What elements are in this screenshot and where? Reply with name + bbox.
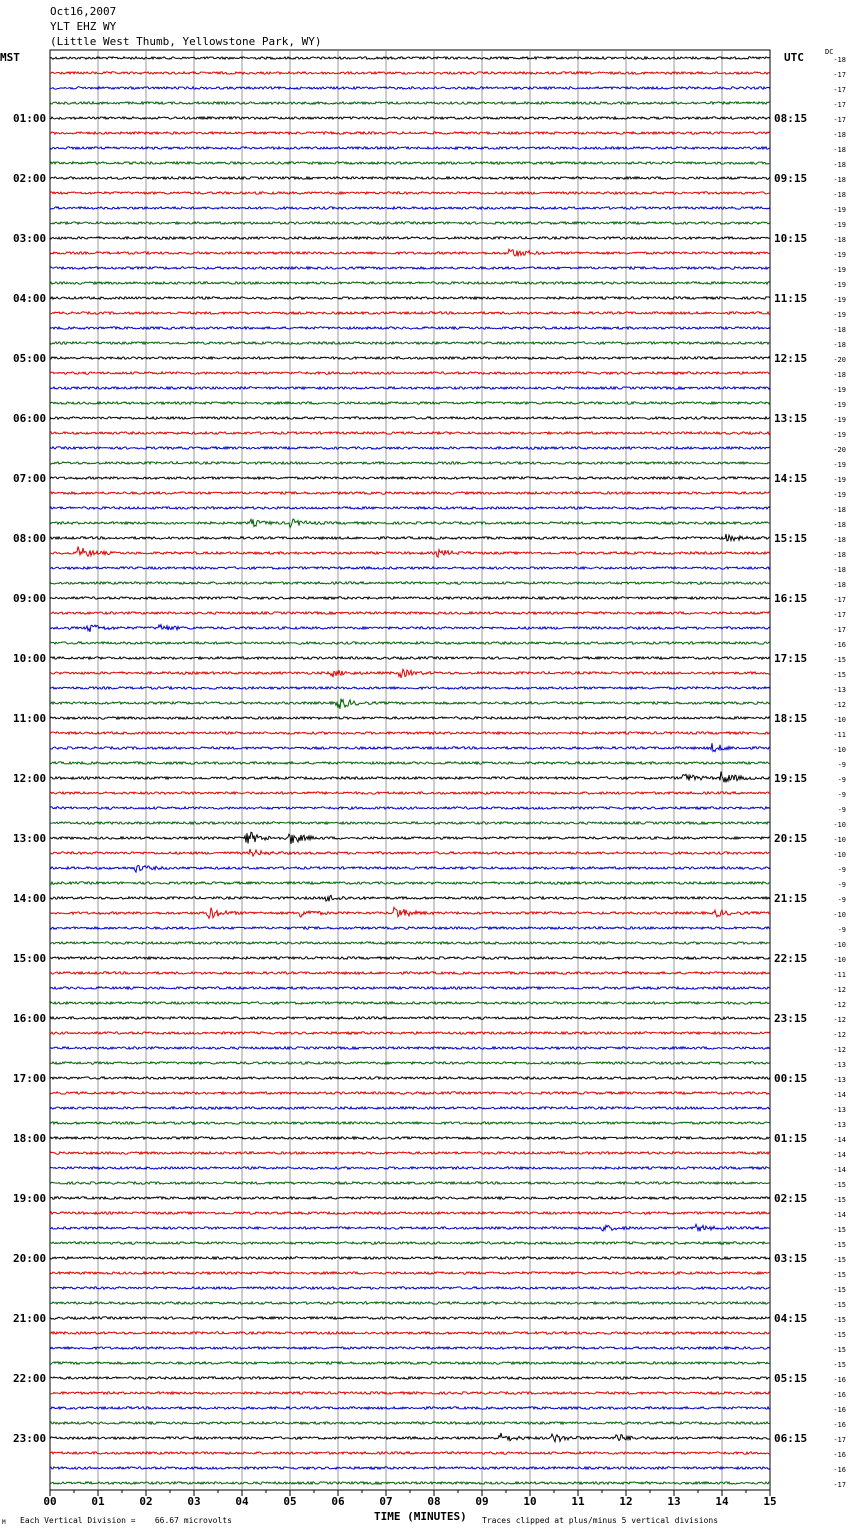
dc-offset-label: -19: [833, 221, 846, 229]
hour-label-mst: 02:00: [13, 172, 47, 185]
dc-offset-label: -18: [833, 131, 846, 139]
dc-offset-label: -13: [833, 1121, 846, 1129]
seismic-trace: [50, 642, 770, 644]
dc-offset-label: -16: [833, 1376, 846, 1384]
x-tick-label: 13: [667, 1495, 681, 1508]
dc-offset-label: -19: [833, 491, 846, 499]
dc-offset-label: -12: [833, 986, 846, 994]
seismic-trace: [50, 762, 770, 764]
hour-label-mst: 03:00: [13, 232, 47, 245]
dc-offset-label: -11: [833, 971, 846, 979]
seismic-trace: [50, 162, 770, 164]
seismic-trace: [50, 1032, 770, 1034]
dc-offset-label: -15: [833, 1181, 846, 1189]
dc-offset-label: -15: [833, 1361, 846, 1369]
seismic-trace: [50, 1077, 770, 1079]
seismic-trace: [50, 1377, 770, 1379]
seismic-trace: [50, 1317, 770, 1319]
dc-offset-label: -10: [833, 716, 846, 724]
seismic-trace: [50, 1422, 770, 1424]
hour-label-mst: 15:00: [13, 952, 47, 965]
dc-offset-label: -19: [833, 461, 846, 469]
hour-label-utc: 02:15: [774, 1192, 808, 1205]
dc-offset-label: -16: [833, 1391, 846, 1399]
dc-offset-label: -19: [833, 296, 846, 304]
hour-label-mst: 06:00: [13, 412, 47, 425]
dc-offset-label: -12: [833, 1031, 846, 1039]
hour-label-utc: 01:15: [774, 1132, 808, 1145]
dc-offset-label: -9: [837, 806, 846, 814]
dc-offset-label: -14: [833, 1151, 846, 1159]
dc-offset-label: -15: [833, 1346, 846, 1354]
dc-offset-label: -17: [833, 1436, 846, 1444]
seismic-trace: [50, 1122, 770, 1124]
seismic-trace: [50, 1482, 770, 1484]
dc-offset-label: -17: [833, 611, 846, 619]
hour-label-utc: 23:15: [774, 1012, 808, 1025]
station-code: YLT EHZ WY: [50, 20, 117, 33]
seismic-trace: [50, 297, 770, 299]
seismic-trace: [50, 582, 770, 584]
clip-note: Traces clipped at plus/minus 5 vertical divisions: [482, 1516, 719, 1525]
dc-offset-label: -9: [837, 926, 846, 934]
seismic-trace: [50, 534, 770, 541]
seismic-trace: [50, 1107, 770, 1109]
seismic-trace: [50, 1332, 770, 1334]
dc-offset-label: -17: [833, 101, 846, 109]
seismic-trace: [50, 972, 770, 974]
seismic-trace: [50, 312, 770, 314]
dc-offset-label: -18: [833, 536, 846, 544]
seismic-trace: [50, 657, 770, 659]
seismic-trace: [50, 807, 770, 809]
x-tick-label: 15: [763, 1495, 777, 1508]
seismic-trace: [50, 1167, 770, 1169]
dc-offset-label: -9: [837, 881, 846, 889]
hour-label-utc: 11:15: [774, 292, 808, 305]
dc-offset-label: -16: [833, 1406, 846, 1414]
seismic-trace: [50, 895, 770, 901]
x-tick-label: 12: [619, 1495, 633, 1508]
seismic-trace: [50, 237, 770, 239]
dc-offset-label: -13: [833, 1061, 846, 1069]
dc-offset-label: -17: [833, 71, 846, 79]
seismic-trace: [50, 249, 770, 256]
dc-offset-label: -14: [833, 1136, 846, 1144]
x-axis-title: TIME (MINUTES): [374, 1510, 467, 1523]
dc-offset-label: -17: [833, 626, 846, 634]
hour-label-utc: 03:15: [774, 1252, 808, 1265]
seismic-trace: [50, 832, 770, 844]
dc-offset-label: -15: [833, 1226, 846, 1234]
dc-header: DC: [825, 48, 834, 56]
dc-offset-label: -13: [833, 1076, 846, 1084]
dc-offset-label: -19: [833, 386, 846, 394]
seismic-trace: [50, 207, 770, 209]
seismic-trace: [50, 1002, 770, 1004]
dc-offset-label: -18: [833, 56, 846, 64]
seismic-trace: [50, 1092, 770, 1094]
dc-offset-label: -19: [833, 401, 846, 409]
seismic-trace: [50, 547, 770, 558]
seismic-trace: [50, 507, 770, 509]
dc-offset-label: -17: [833, 596, 846, 604]
x-tick-label: 06: [331, 1495, 345, 1508]
dc-offset-label: -15: [833, 1331, 846, 1339]
dc-offset-label: -10: [833, 941, 846, 949]
seismic-trace: [50, 717, 770, 719]
seismic-trace: [50, 1152, 770, 1154]
hour-label-mst: 16:00: [13, 1012, 47, 1025]
hour-label-utc: 22:15: [774, 952, 808, 965]
dc-offset-label: -18: [833, 161, 846, 169]
seismic-trace: [50, 1272, 770, 1274]
seismic-trace: [50, 342, 770, 344]
x-tick-label: 14: [715, 1495, 729, 1508]
hour-label-mst: 20:00: [13, 1252, 47, 1265]
seismic-trace: [50, 1224, 770, 1231]
hour-label-mst: 22:00: [13, 1372, 47, 1385]
dc-offset-label: -10: [833, 821, 846, 829]
seismic-trace: [50, 117, 770, 119]
seismic-trace: [50, 1407, 770, 1409]
dc-offset-label: -19: [833, 251, 846, 259]
hour-label-mst: 08:00: [13, 532, 47, 545]
seismic-trace: [50, 387, 770, 389]
seismic-trace: [50, 372, 770, 374]
dc-offset-label: -14: [833, 1211, 846, 1219]
dc-offset-label: -12: [833, 1016, 846, 1024]
seismic-trace: [50, 743, 770, 751]
seismic-trace: [50, 732, 770, 734]
hour-label-mst: 07:00: [13, 472, 47, 485]
dc-offset-label: -17: [833, 1481, 846, 1489]
x-tick-label: 11: [571, 1495, 585, 1508]
dc-offset-label: -15: [833, 1301, 846, 1309]
seismic-trace: [50, 1212, 770, 1214]
hour-label-utc: 12:15: [774, 352, 808, 365]
hour-label-utc: 09:15: [774, 172, 808, 185]
hour-label-utc: 14:15: [774, 472, 808, 485]
hour-label-mst: 04:00: [13, 292, 47, 305]
seismic-trace: [50, 699, 770, 709]
seismic-trace: [50, 567, 770, 569]
dc-offset-label: -19: [833, 416, 846, 424]
dc-offset-label: -14: [833, 1166, 846, 1174]
x-tick-label: 05: [283, 1495, 297, 1508]
dc-offset-label: -9: [837, 776, 846, 784]
dc-offset-label: -9: [837, 791, 846, 799]
seismic-trace: [50, 267, 770, 269]
hour-label-mst: 23:00: [13, 1432, 47, 1445]
hour-label-mst: 01:00: [13, 112, 47, 125]
x-tick-label: 10: [523, 1495, 537, 1508]
dc-offset-label: -15: [833, 1241, 846, 1249]
seismic-trace: [50, 132, 770, 134]
station-location: (Little West Thumb, Yellowstone Park, WY): [50, 35, 322, 48]
dc-offset-label: -16: [833, 1451, 846, 1459]
seismic-trace: [50, 282, 770, 284]
hour-label-utc: 04:15: [774, 1312, 808, 1325]
seismic-trace: [50, 1197, 770, 1199]
x-tick-label: 09: [475, 1495, 489, 1508]
hour-label-mst: 10:00: [13, 652, 47, 665]
hour-label-mst: 19:00: [13, 1192, 47, 1205]
x-tick-label: 03: [187, 1495, 201, 1508]
seismic-trace: [50, 57, 770, 59]
seismic-trace: [50, 492, 770, 494]
seismic-trace: [50, 1017, 770, 1019]
hour-label-mst: 14:00: [13, 892, 47, 905]
dc-offset-label: -18: [833, 581, 846, 589]
x-tick-label: 02: [139, 1495, 153, 1508]
seismic-trace: [50, 402, 770, 404]
dc-offset-label: -12: [833, 1001, 846, 1009]
dc-offset-label: -18: [833, 326, 846, 334]
dc-offset-label: -13: [833, 686, 846, 694]
dc-offset-label: -19: [833, 311, 846, 319]
dc-offset-label: -18: [833, 176, 846, 184]
seismic-trace: [50, 927, 770, 929]
hour-label-utc: 08:15: [774, 112, 808, 125]
seismic-trace: [50, 1452, 770, 1454]
hour-label-mst: 21:00: [13, 1312, 47, 1325]
seismic-trace: [50, 327, 770, 329]
seismic-trace: [50, 1287, 770, 1289]
hour-label-mst: 09:00: [13, 592, 47, 605]
seismic-trace: [50, 102, 770, 104]
dc-offset-label: -15: [833, 1316, 846, 1324]
seismic-trace: [50, 625, 770, 632]
dc-offset-label: -18: [833, 506, 846, 514]
dc-offset-label: -9: [837, 896, 846, 904]
hour-label-mst: 17:00: [13, 1072, 47, 1085]
hour-label-utc: 18:15: [774, 712, 808, 725]
seismic-trace: [50, 1062, 770, 1064]
seismic-trace: [50, 519, 770, 528]
x-tick-label: 08: [427, 1495, 441, 1508]
seismic-trace: [50, 822, 770, 824]
dc-offset-label: -15: [833, 671, 846, 679]
seismic-trace: [50, 1433, 770, 1442]
dc-offset-label: -18: [833, 341, 846, 349]
hour-label-utc: 16:15: [774, 592, 808, 605]
seismic-trace: [50, 942, 770, 944]
dc-offset-label: -18: [833, 191, 846, 199]
hour-label-utc: 06:15: [774, 1432, 808, 1445]
dc-offset-label: -9: [837, 866, 846, 874]
dc-offset-label: -16: [833, 641, 846, 649]
seismic-trace: [50, 417, 770, 419]
seismic-trace: [50, 1302, 770, 1304]
x-tick-label: 04: [235, 1495, 249, 1508]
seismic-trace: [50, 1137, 770, 1139]
dc-offset-label: -15: [833, 1286, 846, 1294]
dc-offset-label: -10: [833, 851, 846, 859]
dc-offset-label: -18: [833, 551, 846, 559]
dc-offset-label: -13: [833, 1106, 846, 1114]
seismic-trace: [50, 1182, 770, 1184]
seismic-trace: [50, 462, 770, 464]
hour-label-utc: 17:15: [774, 652, 808, 665]
hour-label-utc: 15:15: [774, 532, 808, 545]
hour-label-utc: 20:15: [774, 832, 808, 845]
dc-offset-label: -12: [833, 1046, 846, 1054]
seismic-trace: [50, 669, 770, 678]
seismic-trace: [50, 1347, 770, 1349]
seismic-trace: [50, 357, 770, 359]
hour-label-mst: 18:00: [13, 1132, 47, 1145]
seismic-trace: [50, 1047, 770, 1049]
x-tick-label: 01: [91, 1495, 105, 1508]
corner-mark: M: [2, 1519, 6, 1526]
dc-offset-label: -18: [833, 566, 846, 574]
dc-offset-label: -15: [833, 656, 846, 664]
seismic-trace: [50, 447, 770, 449]
dc-offset-label: -18: [833, 146, 846, 154]
seismic-trace: [50, 1467, 770, 1469]
seismic-trace: [50, 1362, 770, 1364]
seismic-trace: [50, 222, 770, 224]
dc-offset-label: -19: [833, 476, 846, 484]
dc-offset-label: -15: [833, 1256, 846, 1264]
seismic-trace: [50, 849, 770, 856]
dc-offset-label: -10: [833, 956, 846, 964]
dc-offset-label: -18: [833, 236, 846, 244]
dc-offset-label: -10: [833, 911, 846, 919]
seismic-trace: [50, 957, 770, 959]
seismic-trace: [50, 177, 770, 179]
left-timezone: MST: [0, 51, 20, 64]
seismic-trace: [50, 72, 770, 74]
dc-offset-label: -10: [833, 836, 846, 844]
seismic-trace: [50, 687, 770, 689]
dc-offset-label: -16: [833, 1466, 846, 1474]
seismic-trace: [50, 612, 770, 614]
dc-offset-label: -19: [833, 266, 846, 274]
hour-label-mst: 13:00: [13, 832, 47, 845]
hour-label-utc: 21:15: [774, 892, 808, 905]
seismic-trace: [50, 1257, 770, 1259]
dc-offset-label: -18: [833, 371, 846, 379]
seismic-trace: [50, 192, 770, 194]
seismic-trace: [50, 866, 770, 873]
dc-offset-label: -19: [833, 206, 846, 214]
dc-offset-label: -12: [833, 701, 846, 709]
seismic-trace: [50, 1242, 770, 1244]
seismic-trace: [50, 432, 770, 434]
dc-offset-label: -17: [833, 86, 846, 94]
dc-offset-label: -15: [833, 1271, 846, 1279]
seismic-trace: [50, 772, 770, 783]
x-tick-label: 07: [379, 1495, 393, 1508]
seismic-trace: [50, 1392, 770, 1394]
vertical-division-note: Each Vertical Division = 66.67 microvolts: [20, 1516, 232, 1525]
dc-offset-label: -16: [833, 1421, 846, 1429]
dc-offset-label: -9: [837, 761, 846, 769]
hour-label-utc: 19:15: [774, 772, 808, 785]
right-timezone: UTC: [784, 51, 804, 64]
hour-label-mst: 05:00: [13, 352, 47, 365]
seismic-trace: [50, 987, 770, 989]
seismic-trace: [50, 907, 770, 918]
plot-date: Oct16,2007: [50, 5, 117, 18]
dc-offset-label: -19: [833, 431, 846, 439]
seismic-trace: [50, 87, 770, 89]
dc-offset-label: -20: [833, 356, 846, 364]
x-tick-label: 00: [43, 1495, 57, 1508]
dc-offset-label: -10: [833, 746, 846, 754]
dc-offset-label: -18: [833, 521, 846, 529]
dc-offset-label: -17: [833, 116, 846, 124]
dc-offset-label: -19: [833, 281, 846, 289]
hour-label-utc: 00:15: [774, 1072, 808, 1085]
seismic-trace: [50, 597, 770, 599]
dc-offset-label: -14: [833, 1091, 846, 1099]
dc-offset-label: -11: [833, 731, 846, 739]
seismic-trace: [50, 147, 770, 149]
hour-label-utc: 05:15: [774, 1372, 808, 1385]
seismic-trace: [50, 882, 770, 884]
hour-label-utc: 13:15: [774, 412, 808, 425]
hour-label-mst: 12:00: [13, 772, 47, 785]
hour-label-utc: 10:15: [774, 232, 808, 245]
seismic-trace: [50, 792, 770, 794]
seismic-trace: [50, 477, 770, 479]
dc-offset-label: -20: [833, 446, 846, 454]
hour-label-mst: 11:00: [13, 712, 47, 725]
dc-offset-label: -15: [833, 1196, 846, 1204]
